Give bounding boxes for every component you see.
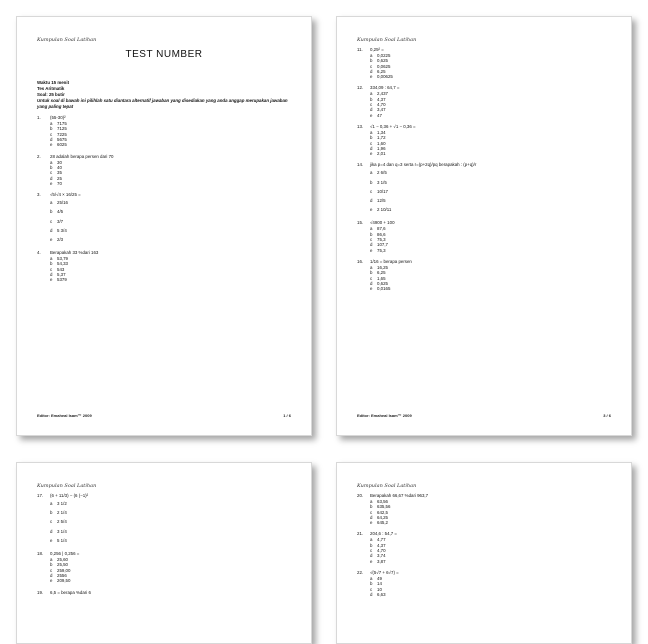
- option-letter: d: [50, 272, 53, 278]
- option-letter: d: [370, 591, 373, 597]
- answer-option: [357, 520, 611, 525]
- question-text: (6 + 11/3) − (6 (−1)²: [50, 493, 89, 498]
- option-letter: d: [50, 528, 53, 534]
- option-letter: c: [370, 509, 373, 515]
- question-number: 17.: [37, 493, 44, 498]
- option-text: 259,00: [57, 567, 71, 573]
- option-letter: c: [370, 188, 373, 194]
- option-text: 3 1/5: [377, 179, 387, 185]
- option-letter: b: [50, 261, 53, 267]
- option-letter: a: [370, 499, 373, 504]
- answer-option: [37, 536, 291, 545]
- option-text: 14: [377, 581, 382, 587]
- option-letter: c: [370, 63, 373, 69]
- answer-option: [357, 113, 611, 118]
- option-text: 7125: [57, 126, 67, 132]
- option-text: 4,37: [377, 96, 386, 102]
- question-stem: [37, 590, 291, 596]
- option-letter: e: [50, 578, 53, 584]
- option-letter: c: [50, 218, 53, 224]
- option-text: 3,87: [377, 558, 386, 564]
- option-letter: a: [370, 264, 373, 270]
- footer-page-number: 1 / 6: [283, 413, 291, 418]
- option-text: 2,01: [377, 151, 386, 157]
- option-text: 2 10/11: [377, 207, 392, 213]
- option-text: 2 6/5: [377, 170, 387, 176]
- question-number: 2.: [37, 153, 41, 159]
- option-letter: a: [50, 159, 53, 165]
- option-letter: b: [370, 96, 373, 102]
- option-text: 7175: [57, 121, 67, 127]
- option-text: 25,50: [57, 562, 68, 568]
- option-letter: c: [370, 140, 373, 146]
- option-text: 0,00625: [377, 74, 393, 80]
- option-letter: b: [370, 504, 373, 510]
- question: [357, 162, 611, 214]
- document-page-5: [336, 462, 632, 644]
- option-letter: c: [50, 567, 53, 573]
- question: [37, 551, 291, 583]
- option-text: 40: [57, 164, 62, 170]
- option-text: 10: [377, 586, 382, 592]
- question-number: 19.: [37, 589, 44, 595]
- option-text: 35: [57, 170, 62, 176]
- option-text: 3,47: [377, 107, 386, 113]
- option-text: 5,37: [57, 272, 66, 278]
- document-page-3: [336, 16, 632, 436]
- question-text: 334,09 : 64,7 =: [370, 85, 400, 91]
- option-letter: b: [370, 58, 373, 64]
- option-letter: c: [370, 275, 373, 281]
- question: [37, 154, 291, 186]
- option-text: 86,6: [377, 231, 386, 237]
- question-list: [357, 47, 611, 291]
- option-text: 64,25: [377, 514, 388, 520]
- option-letter: e: [50, 142, 53, 148]
- question: [357, 47, 611, 79]
- option-text: 4/5: [57, 209, 64, 215]
- question-number: 4.: [37, 250, 41, 256]
- option-letter: e: [370, 520, 373, 526]
- option-text: 6,25: [377, 270, 386, 276]
- option-letter: d: [50, 137, 53, 143]
- question: [357, 570, 611, 597]
- question-number: 20.: [357, 493, 364, 498]
- question: [37, 192, 291, 244]
- option-letter: c: [370, 237, 373, 243]
- answer-option: [37, 499, 291, 508]
- option-text: 6025: [57, 142, 67, 148]
- option-text: 3/7: [57, 218, 64, 224]
- answer-option: [37, 578, 291, 583]
- question-text: 0,256 | 0,256 =: [50, 551, 80, 557]
- option-letter: e: [370, 74, 373, 80]
- option-letter: d: [370, 514, 373, 520]
- question-list: [37, 115, 291, 282]
- option-letter: b: [370, 135, 373, 141]
- question-list: [37, 493, 291, 596]
- question-text: 6,5 = berapa %dari 6: [50, 589, 91, 595]
- option-letter: c: [50, 131, 53, 137]
- question-number: 1.: [37, 115, 41, 121]
- question-number: 16.: [357, 258, 364, 264]
- answer-option: [37, 226, 291, 235]
- answer-option: [37, 198, 291, 207]
- question-text: (55-30)²: [50, 115, 66, 121]
- question: [37, 115, 291, 147]
- answer-option: [357, 178, 611, 187]
- option-letter: d: [370, 553, 373, 559]
- option-text: 49: [377, 575, 382, 581]
- question-text: √4900 + 100: [370, 220, 395, 226]
- option-letter: a: [370, 129, 373, 135]
- option-text: 5 3/4: [57, 227, 67, 233]
- option-letter: b: [50, 562, 53, 568]
- option-text: 1,65: [377, 275, 386, 281]
- option-letter: c: [370, 548, 373, 554]
- test-meta: [37, 80, 291, 98]
- question: [357, 220, 611, 252]
- option-letter: a: [50, 557, 53, 563]
- option-text: 2 5/4: [57, 519, 67, 525]
- option-letter: a: [50, 200, 53, 206]
- option-text: 0,0165: [377, 286, 391, 292]
- option-text: 5379: [57, 277, 67, 283]
- option-text: 16,25: [377, 264, 388, 270]
- question-number: 12.: [357, 85, 364, 91]
- answer-option: [37, 277, 291, 282]
- answer-option: [357, 168, 611, 177]
- answer-option: [357, 196, 611, 205]
- option-text: 642,5: [377, 509, 388, 515]
- footer-editor: Editor: Emaheal Isam™ 2009: [37, 413, 92, 418]
- option-letter: e: [370, 112, 373, 118]
- option-text: 6,63: [377, 591, 386, 597]
- answer-option: [357, 559, 611, 564]
- meta-question-count: Soal: 25 butir: [37, 92, 65, 97]
- option-letter: b: [370, 179, 373, 185]
- question-text: 28 adalah berapa persen dari 70: [50, 153, 114, 159]
- option-text: 107,7: [377, 242, 388, 248]
- page-header: Kumpulan Soal Latihan: [357, 483, 417, 489]
- question-text: Berapakah 66,67 %dari 963,7: [370, 493, 429, 498]
- option-text: 2 1/4: [57, 510, 67, 516]
- option-text: 63,56: [377, 499, 388, 504]
- question-number: 11.: [357, 47, 363, 52]
- option-text: 0,625: [377, 280, 388, 286]
- option-letter: e: [370, 247, 373, 253]
- option-text: 25/16: [57, 200, 68, 206]
- option-text: 10/17: [377, 188, 388, 194]
- option-letter: a: [370, 53, 373, 58]
- option-text: 4,37: [377, 542, 386, 548]
- option-text: 7225: [57, 131, 67, 137]
- answer-option: [37, 181, 291, 186]
- question: [357, 493, 611, 525]
- answer-option: [357, 286, 611, 291]
- option-letter: d: [50, 227, 53, 233]
- answer-option: [357, 205, 611, 214]
- question: [357, 531, 611, 563]
- option-text: 6,25: [377, 68, 386, 74]
- question-number: 21.: [357, 531, 364, 537]
- question-number: 18.: [37, 551, 44, 557]
- answer-option: [37, 508, 291, 517]
- question-number: 3.: [37, 192, 41, 198]
- option-letter: a: [370, 170, 373, 176]
- option-text: 1,34: [377, 129, 386, 135]
- option-letter: e: [50, 277, 53, 283]
- option-letter: b: [370, 542, 373, 548]
- option-letter: b: [50, 510, 53, 516]
- option-text: 5 1/4: [57, 537, 67, 543]
- option-text: 25,60: [57, 557, 68, 563]
- option-letter: e: [370, 286, 373, 292]
- question: [357, 259, 611, 291]
- option-letter: c: [50, 266, 53, 272]
- option-letter: b: [50, 126, 53, 132]
- option-text: 25: [57, 175, 62, 181]
- question-text: √1 − 0,36 + √1 − 0,36 =: [370, 123, 416, 129]
- option-letter: b: [50, 209, 53, 215]
- option-text: 3 1/2: [57, 501, 67, 506]
- option-letter: a: [370, 91, 373, 97]
- option-letter: e: [50, 236, 53, 242]
- option-letter: d: [370, 68, 373, 74]
- option-letter: d: [370, 280, 373, 286]
- option-text: 543: [57, 266, 65, 272]
- meta-test-type: Tes Aritmatik: [37, 86, 65, 91]
- option-letter: b: [50, 164, 53, 170]
- option-letter: e: [370, 151, 373, 157]
- option-text: 645,2: [377, 520, 388, 526]
- option-letter: d: [370, 145, 373, 151]
- option-text: 0,0625: [377, 63, 391, 69]
- option-text: 3 1/4: [57, 528, 67, 534]
- answer-option: [37, 217, 291, 226]
- question-text: √(5√7 + 6√7) =: [370, 569, 399, 575]
- option-text: 1,60: [377, 140, 386, 146]
- question-text: Berapakah 33 %dari 163: [50, 250, 99, 256]
- page-footer: [357, 413, 611, 418]
- option-letter: e: [370, 207, 373, 213]
- question-text: 204,6 : 54,7 =: [370, 531, 397, 537]
- page-footer: [37, 413, 291, 418]
- question: [357, 124, 611, 156]
- option-letter: a: [50, 121, 53, 127]
- option-text: 3,74: [377, 553, 386, 559]
- question-list: [357, 493, 611, 597]
- instructions: Untuk soal di bawah ini pilihlah satu diantara alternatif jawaban yang disediakan yang anda anggap merupakan jawaban yang paling tepat: [37, 98, 288, 109]
- option-letter: a: [50, 501, 53, 506]
- option-letter: d: [50, 572, 53, 578]
- option-letter: e: [50, 537, 53, 543]
- answer-option: [37, 527, 291, 536]
- option-letter: a: [370, 537, 373, 543]
- option-text: 2556: [57, 572, 67, 578]
- answer-option: [357, 151, 611, 156]
- page-header: Kumpulan Soal Latihan: [37, 483, 97, 489]
- option-letter: e: [370, 558, 373, 564]
- document-page-4: [16, 462, 312, 644]
- question: [357, 85, 611, 117]
- option-letter: b: [370, 231, 373, 237]
- page-header: Kumpulan Soal Latihan: [357, 37, 417, 43]
- footer-editor: Editor: Emaheal Isam™ 2009: [357, 413, 412, 418]
- answer-option: [37, 235, 291, 244]
- option-text: 70: [57, 180, 62, 186]
- question: [37, 590, 291, 596]
- option-text: 0,0225: [377, 53, 391, 58]
- question-number: 15.: [357, 220, 364, 226]
- option-text: 1,72: [377, 135, 386, 141]
- option-letter: a: [370, 575, 373, 581]
- option-text: 12/5: [377, 198, 386, 204]
- option-letter: e: [50, 180, 53, 186]
- option-letter: d: [370, 107, 373, 113]
- option-text: 30: [57, 159, 62, 165]
- option-letter: a: [370, 226, 373, 232]
- footer-page-number: 3 / 6: [603, 413, 611, 418]
- question-text: 0,25² =: [370, 47, 384, 52]
- answer-option: [357, 248, 611, 253]
- option-letter: c: [370, 586, 373, 592]
- page-header: Kumpulan Soal Latihan: [37, 37, 97, 43]
- option-text: 75,3: [377, 247, 386, 253]
- option-text: 1,96: [377, 145, 386, 151]
- question-text: jika p=4 dan q=3 serta r=(p+2q)/pq berapakah : (p+q)/r: [370, 162, 477, 168]
- option-text: 5675: [57, 137, 67, 143]
- option-letter: d: [50, 175, 53, 181]
- option-text: 2,437: [377, 91, 388, 97]
- option-letter: a: [50, 256, 53, 262]
- option-letter: c: [370, 102, 373, 108]
- question: [37, 250, 291, 282]
- question-text: 1/16 = berapa persen: [370, 258, 412, 264]
- answer-option: [37, 142, 291, 147]
- option-letter: d: [370, 198, 373, 204]
- option-text: 4,70: [377, 102, 386, 108]
- option-letter: c: [50, 519, 53, 525]
- option-text: 209,50: [57, 578, 71, 584]
- document-page-1: [16, 16, 312, 436]
- option-text: 4,70: [377, 548, 386, 554]
- question-text: √5/√4 × 16/25 =: [50, 192, 81, 198]
- option-text: 4,77: [377, 537, 386, 543]
- option-text: 87,6: [377, 226, 386, 232]
- answer-option: [37, 517, 291, 526]
- option-text: 75,3: [377, 237, 386, 243]
- option-letter: b: [370, 270, 373, 276]
- option-letter: d: [370, 242, 373, 248]
- question-number: 22.: [357, 569, 364, 575]
- option-letter: c: [50, 170, 53, 176]
- page-title: TEST NUMBER: [125, 49, 203, 60]
- answer-option: [357, 74, 611, 79]
- answer-option: [357, 187, 611, 196]
- question-number: 14.: [357, 162, 364, 168]
- answer-option: [357, 592, 611, 597]
- option-text: 54,33: [57, 261, 68, 267]
- answer-option: [37, 207, 291, 216]
- option-text: 47: [377, 112, 382, 118]
- option-text: 635,56: [377, 504, 391, 510]
- meta-time: Waktu 15 menit: [37, 80, 70, 85]
- option-text: 2/3: [57, 236, 64, 242]
- option-letter: b: [370, 581, 373, 587]
- option-text: 0,625: [377, 58, 388, 64]
- option-text: 53,79: [57, 256, 68, 262]
- question: [37, 493, 291, 545]
- question-number: 13.: [357, 123, 364, 129]
